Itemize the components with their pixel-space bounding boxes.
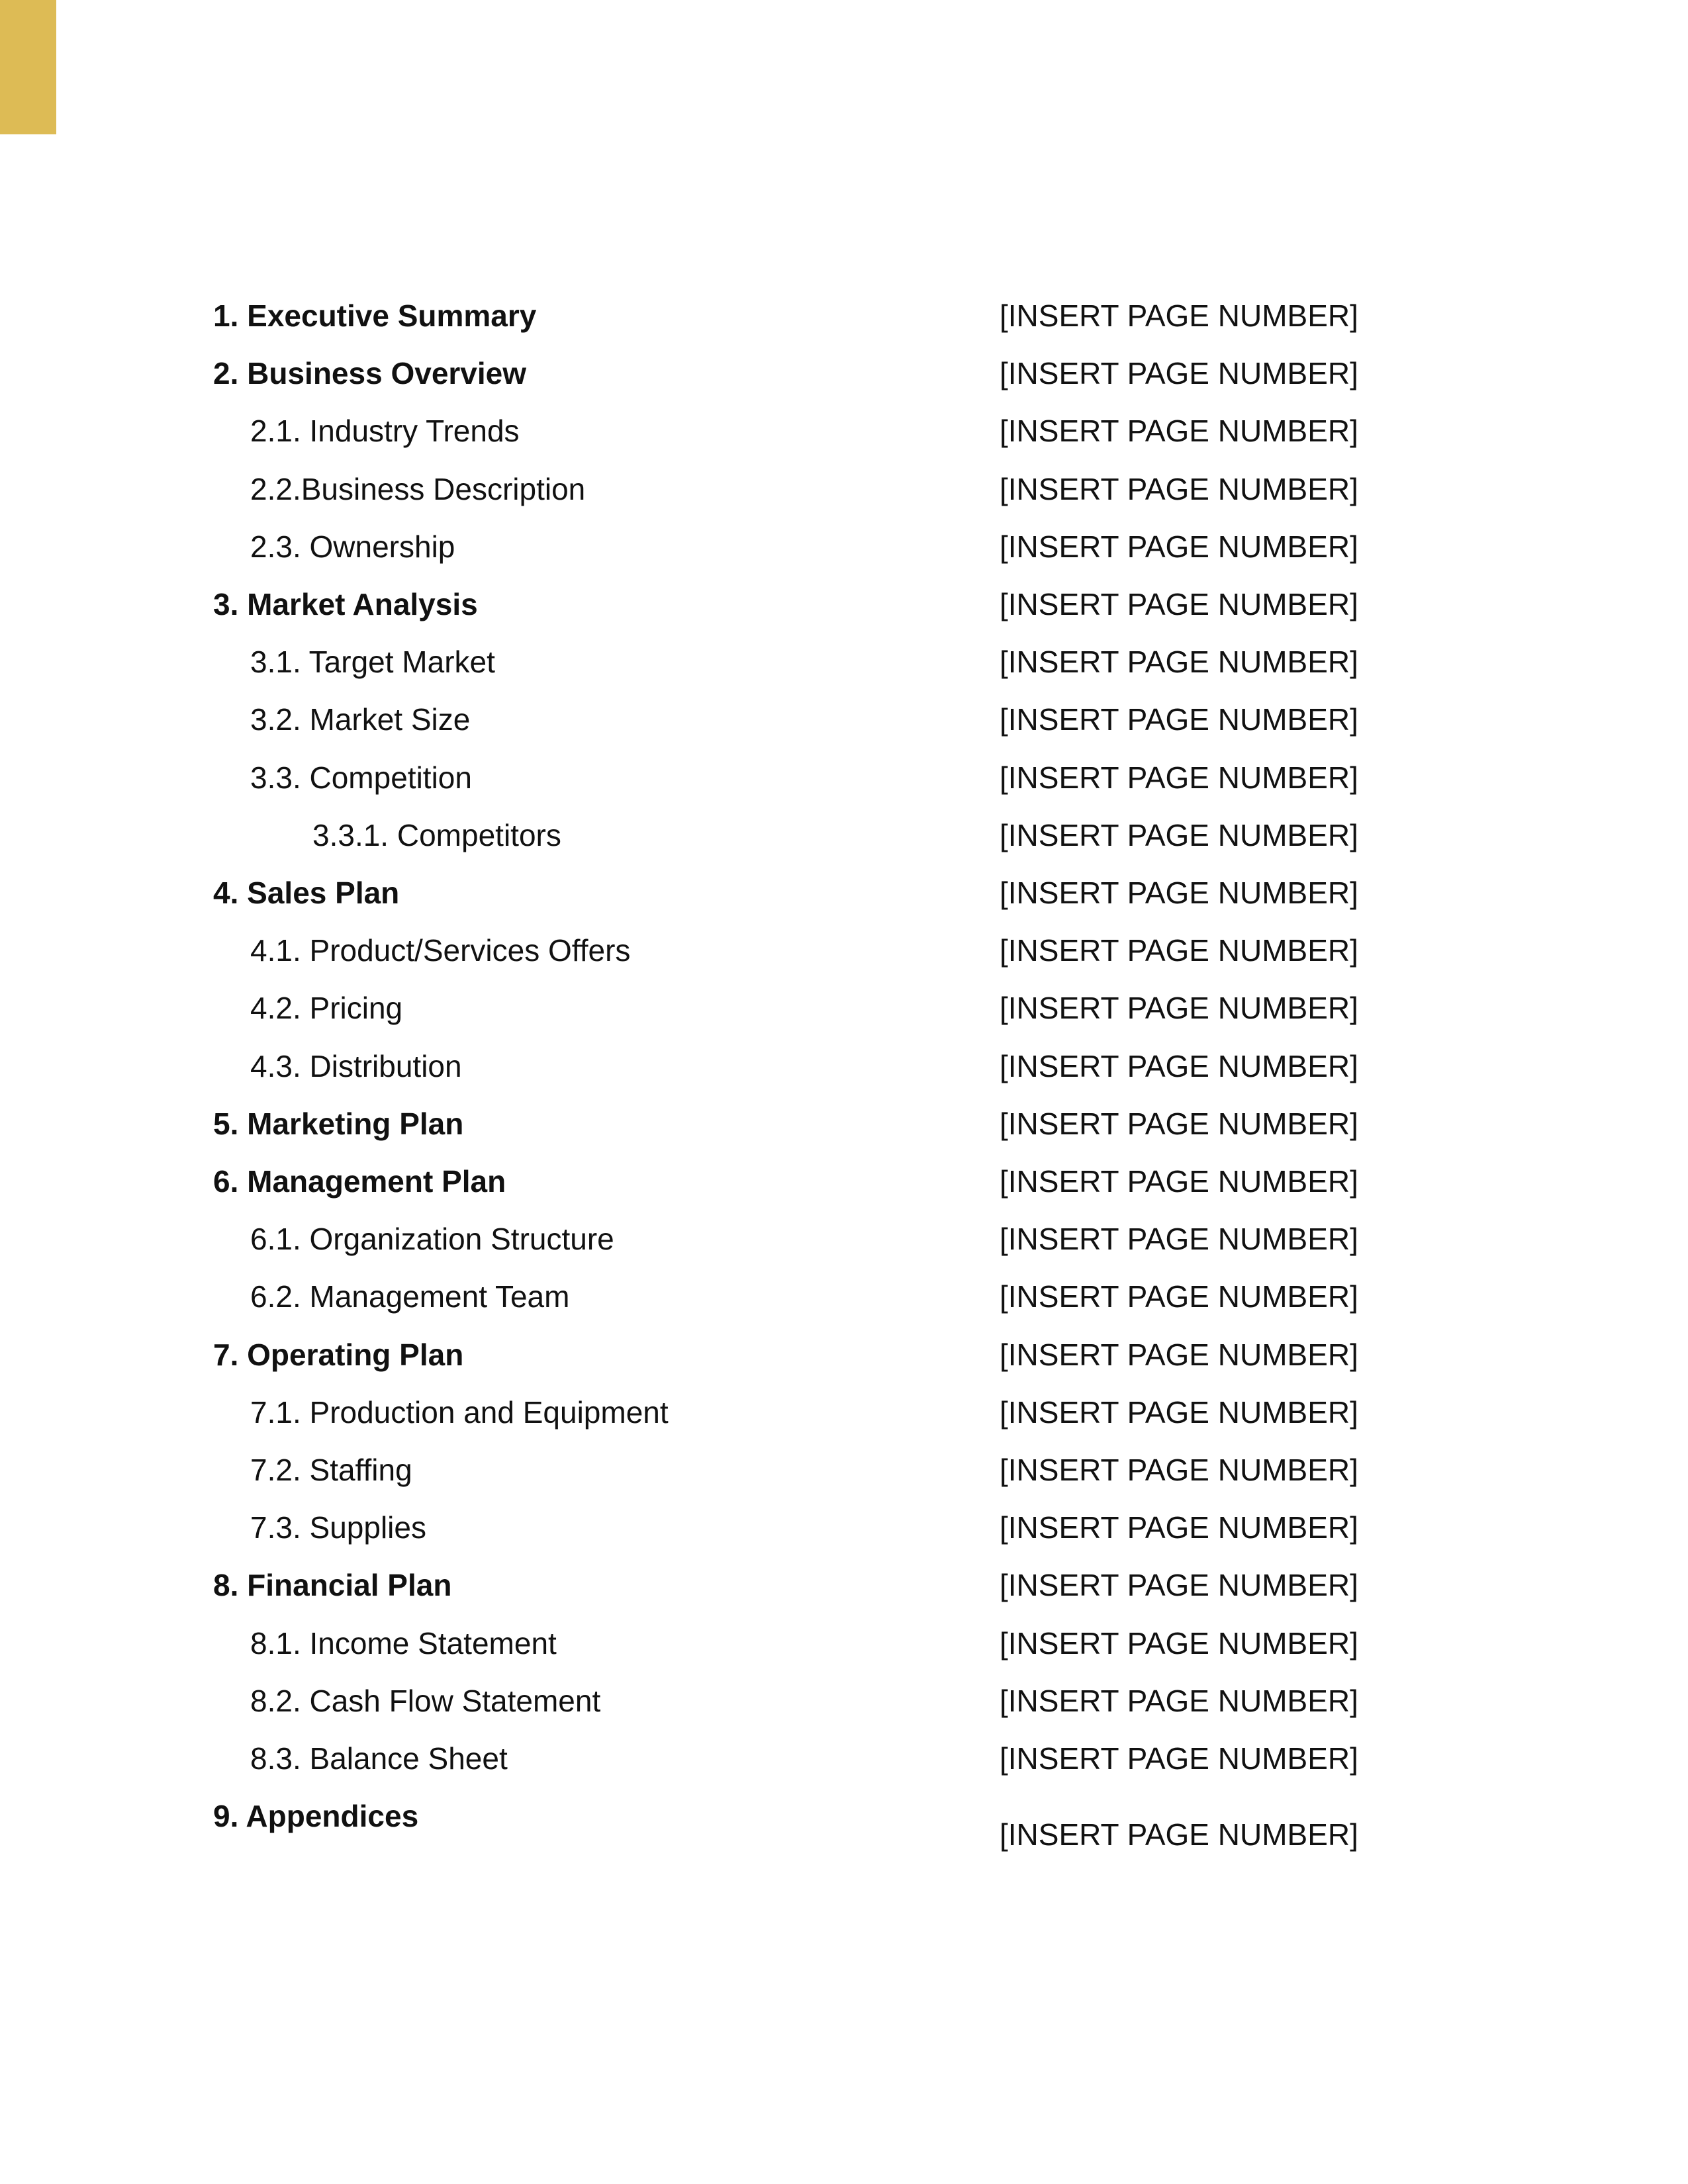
toc-entry-page-number: [INSERT PAGE NUMBER] <box>1000 645 1358 680</box>
toc-entry[interactable] <box>0 693 1688 746</box>
toc-entry[interactable] <box>0 463 1688 516</box>
toc-entry-page-number: [INSERT PAGE NUMBER] <box>1000 1453 1358 1487</box>
toc-entry[interactable] <box>0 1501 1688 1554</box>
toc-entry[interactable] <box>0 751 1688 804</box>
toc-entry-title: 6. Management Plan <box>213 1164 506 1199</box>
toc-entry-page-number: [INSERT PAGE NUMBER] <box>1000 414 1358 449</box>
toc-entry[interactable] <box>0 924 1688 977</box>
toc-entry[interactable] <box>0 809 1688 862</box>
toc-entry-title: 4.2. Pricing <box>250 991 403 1026</box>
toc-entry-title: 6.1. Organization Structure <box>250 1222 614 1257</box>
toc-entry-page-number: [INSERT PAGE NUMBER] <box>1000 933 1358 968</box>
toc-entry-title: 2.2.Business Description <box>250 471 586 506</box>
toc-entry-page-number: [INSERT PAGE NUMBER] <box>1000 876 1358 910</box>
toc-entry-page-number: [INSERT PAGE NUMBER] <box>1000 1510 1358 1545</box>
toc-entry-title: 7. Operating Plan <box>213 1337 464 1372</box>
toc-entry[interactable] <box>0 1732 1688 1785</box>
toc-entry-title: 3. Market Analysis <box>213 587 478 621</box>
toc-entry[interactable] <box>0 1674 1688 1727</box>
toc-entry-title: 4.1. Product/Services Offers <box>250 933 631 968</box>
toc-entry[interactable] <box>0 1386 1688 1439</box>
toc-entry-title: 9. Appendices <box>213 1799 419 1834</box>
toc-entry[interactable] <box>0 1040 1688 1093</box>
toc-entry-page-number: [INSERT PAGE NUMBER] <box>1000 587 1358 621</box>
toc-entry-title: 3.3.1. Competitors <box>312 817 561 852</box>
toc-entry[interactable] <box>0 981 1688 1034</box>
toc-entry[interactable] <box>0 1559 1688 1612</box>
toc-entry[interactable] <box>0 289 1688 342</box>
toc-entry-page-number: [INSERT PAGE NUMBER] <box>1000 1106 1358 1141</box>
toc-entry-page-number: [INSERT PAGE NUMBER] <box>1000 817 1358 852</box>
toc-entry-title: 7.2. Staffing <box>250 1453 412 1487</box>
toc-entry-title: 2.1. Industry Trends <box>250 414 520 449</box>
toc-entry-title: 4. Sales Plan <box>213 876 400 910</box>
toc-entry[interactable] <box>0 635 1688 688</box>
toc-entry-title: 2.3. Ownership <box>250 529 455 564</box>
toc-entry-title: 6.2. Management Team <box>250 1279 570 1314</box>
toc-entry-title: 3.1. Target Market <box>250 645 495 680</box>
toc-entry-page-number: [INSERT PAGE NUMBER] <box>1000 529 1358 564</box>
toc-entry-page-number: [INSERT PAGE NUMBER] <box>1000 760 1358 795</box>
toc-entry-page-number: [INSERT PAGE NUMBER] <box>1000 471 1358 506</box>
toc-entry[interactable] <box>0 1328 1688 1381</box>
toc-entry[interactable] <box>0 1270 1688 1323</box>
toc-entry-page-number: [INSERT PAGE NUMBER] <box>1000 1048 1358 1083</box>
toc-entry[interactable] <box>0 1097 1688 1150</box>
toc-entry[interactable] <box>0 1443 1688 1496</box>
toc-entry-title: 3.3. Competition <box>250 760 472 795</box>
toc-entry-page-number: [INSERT PAGE NUMBER] <box>1000 1164 1358 1199</box>
toc-entry-page-number: [INSERT PAGE NUMBER] <box>1000 991 1358 1026</box>
toc-entry-title: 7.3. Supplies <box>250 1510 426 1545</box>
toc-entry-page-number: [INSERT PAGE NUMBER] <box>1000 1568 1358 1603</box>
toc-entry-page-number: [INSERT PAGE NUMBER] <box>1000 702 1358 737</box>
toc-entry-title: 8.2. Cash Flow Statement <box>250 1683 601 1718</box>
toc-entry-title: 8. Financial Plan <box>213 1568 452 1603</box>
toc-entry-page-number: [INSERT PAGE NUMBER] <box>1000 298 1358 333</box>
toc-entry[interactable] <box>0 404 1688 457</box>
toc-entry-page-number: [INSERT PAGE NUMBER] <box>1000 1394 1358 1430</box>
toc-entry-page-number: [INSERT PAGE NUMBER] <box>1000 1817 1358 1852</box>
toc-entry[interactable] <box>0 520 1688 573</box>
toc-entry-page-number: [INSERT PAGE NUMBER] <box>1000 1222 1358 1257</box>
toc-entry-title: 4.3. Distribution <box>250 1048 462 1083</box>
toc-entry[interactable] <box>0 1790 1688 1852</box>
toc-entry-title: 5. Marketing Plan <box>213 1106 464 1141</box>
toc-entry[interactable] <box>0 1212 1688 1265</box>
toc-entry-title: 3.2. Market Size <box>250 702 471 737</box>
toc-entry[interactable] <box>0 1617 1688 1670</box>
toc-entry[interactable] <box>0 347 1688 400</box>
toc-entry[interactable] <box>0 1155 1688 1208</box>
toc-entry-page-number: [INSERT PAGE NUMBER] <box>1000 1625 1358 1661</box>
toc-entry-title: 2. Business Overview <box>213 356 527 391</box>
toc-entry-page-number: [INSERT PAGE NUMBER] <box>1000 356 1358 391</box>
toc-entry-title: 8.1. Income Statement <box>250 1625 557 1661</box>
toc-entry-page-number: [INSERT PAGE NUMBER] <box>1000 1279 1358 1314</box>
toc-entry[interactable] <box>0 578 1688 631</box>
toc-entry-page-number: [INSERT PAGE NUMBER] <box>1000 1683 1358 1718</box>
toc-entry-title: 7.1. Production and Equipment <box>250 1394 669 1430</box>
toc-entry-page-number: [INSERT PAGE NUMBER] <box>1000 1741 1358 1776</box>
toc-entry-page-number: [INSERT PAGE NUMBER] <box>1000 1337 1358 1372</box>
toc-entry-title: 8.3. Balance Sheet <box>250 1741 508 1776</box>
toc-entry-title: 1. Executive Summary <box>213 298 537 333</box>
toc-entry[interactable] <box>0 866 1688 919</box>
